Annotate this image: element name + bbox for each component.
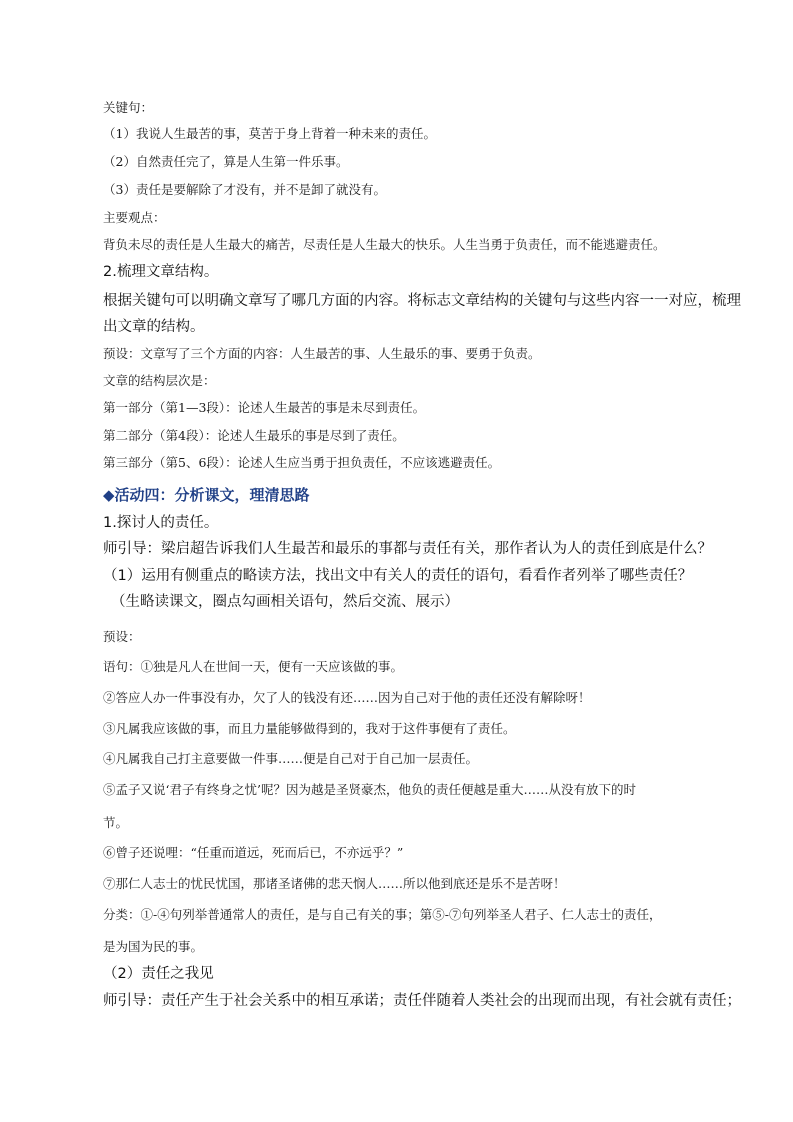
diamond-bullet-icon: ◆ [103, 486, 115, 504]
text-line: 文章的结构层次是： [103, 373, 216, 388]
text-line: 背负未尽的责任是人生最大的痛苦，尽责任是人生最大的快乐。人生当勇于负责任，而不能逃避责任。 [103, 237, 666, 252]
text-line: ⑤孟子又说‘君子有终身之忧’呢？因为越是圣贤豪杰，他负的责任便越是重大……从没有放下的时 [103, 782, 636, 797]
text-line: 第三部分（第5、6段）：论述人生应当勇于担负责任，不应该逃避责任。 [103, 455, 501, 470]
text-line: 师引导：责任产生于社会关系中的相互承诺；责任伴随着人类社会的出现而出现，有社会就有责任； [103, 993, 741, 1009]
text-line: 关键句： [103, 100, 154, 115]
text-line: 第二部分（第4段）：论述人生最乐的事是尽到了责任。 [103, 428, 405, 443]
text-line: 预设：文章写了三个方面的内容：人生最苦的事、人生最乐的事、要勇于负责。 [103, 346, 541, 361]
text-line: （1）运用有侧重点的略读方法，找出文中有关人的责任的语句，看看作者列举了哪些责任？ [103, 568, 693, 584]
text-line: 语句：①独是凡人在世间一天，便有一天应该做的事。 [103, 659, 404, 674]
text-line: ⑦那仁人志士的忧民忧国，那诸圣诸佛的悲天悯人……所以他到底还是乐不是苦呀！ [103, 876, 566, 891]
text-line: （3）责任是要解除了才没有，并不是卸了就没有。 [103, 182, 386, 197]
text-line: （2）责任之我见 [103, 966, 214, 982]
text-line: 主要观点： [103, 210, 166, 225]
text-line: 是为国为民的事。 [103, 939, 204, 954]
section-heading-text: 活动四：分析课文，理清思路 [114, 486, 310, 504]
text-line: 出文章的结构。 [103, 319, 205, 335]
section-heading [103, 484, 310, 505]
text-line: （生略读课文，圈点勾画相关语句，然后交流、展示） [111, 594, 459, 610]
text-line: （1）我说人生最苦的事，莫苦于身上背着一种未来的责任。 [103, 126, 436, 141]
text-line: 分类：①-④句列举普通常人的责任，是与自己有关的事；第⑤-⑦句列举圣人君子、仁人志士的责任， [103, 907, 662, 922]
text-line: ③凡属我应该做的事，而且力量能够做得到的，我对于这件事便有了责任。 [103, 721, 516, 736]
text-line: 预设： [103, 629, 141, 644]
text-line: 第一部分（第1—3段）：论述人生最苦的事是未尽到责任。 [103, 400, 426, 415]
text-line: ⑥曾子还说哩：“任重而道远，死而后已，不亦远乎？” [103, 845, 404, 860]
text-line: 节。 [103, 815, 129, 830]
text-line: 根据关键句可以明确文章写了哪几方面的内容。将标志文章结构的关键句与这些内容一一对应，梳理 [103, 293, 741, 309]
text-line: 1.探讨人的责任。 [103, 515, 219, 531]
text-line: （2）自然责任完了，算是人生第一件乐事。 [103, 154, 349, 169]
text-line: ④凡属我自己打主意要做一件事……便是自己对于自己加一层责任。 [103, 751, 479, 766]
text-line: 师引导：梁启超告诉我们人生最苦和最乐的事都与责任有关，那作者认为人的责任到底是什么？ [103, 541, 712, 557]
text-line: ②答应人办一件事没有办，欠了人的钱没有还……因为自己对于他的责任还没有解除呀！ [103, 690, 591, 705]
text-line: 2.梳理文章结构。 [103, 264, 219, 280]
